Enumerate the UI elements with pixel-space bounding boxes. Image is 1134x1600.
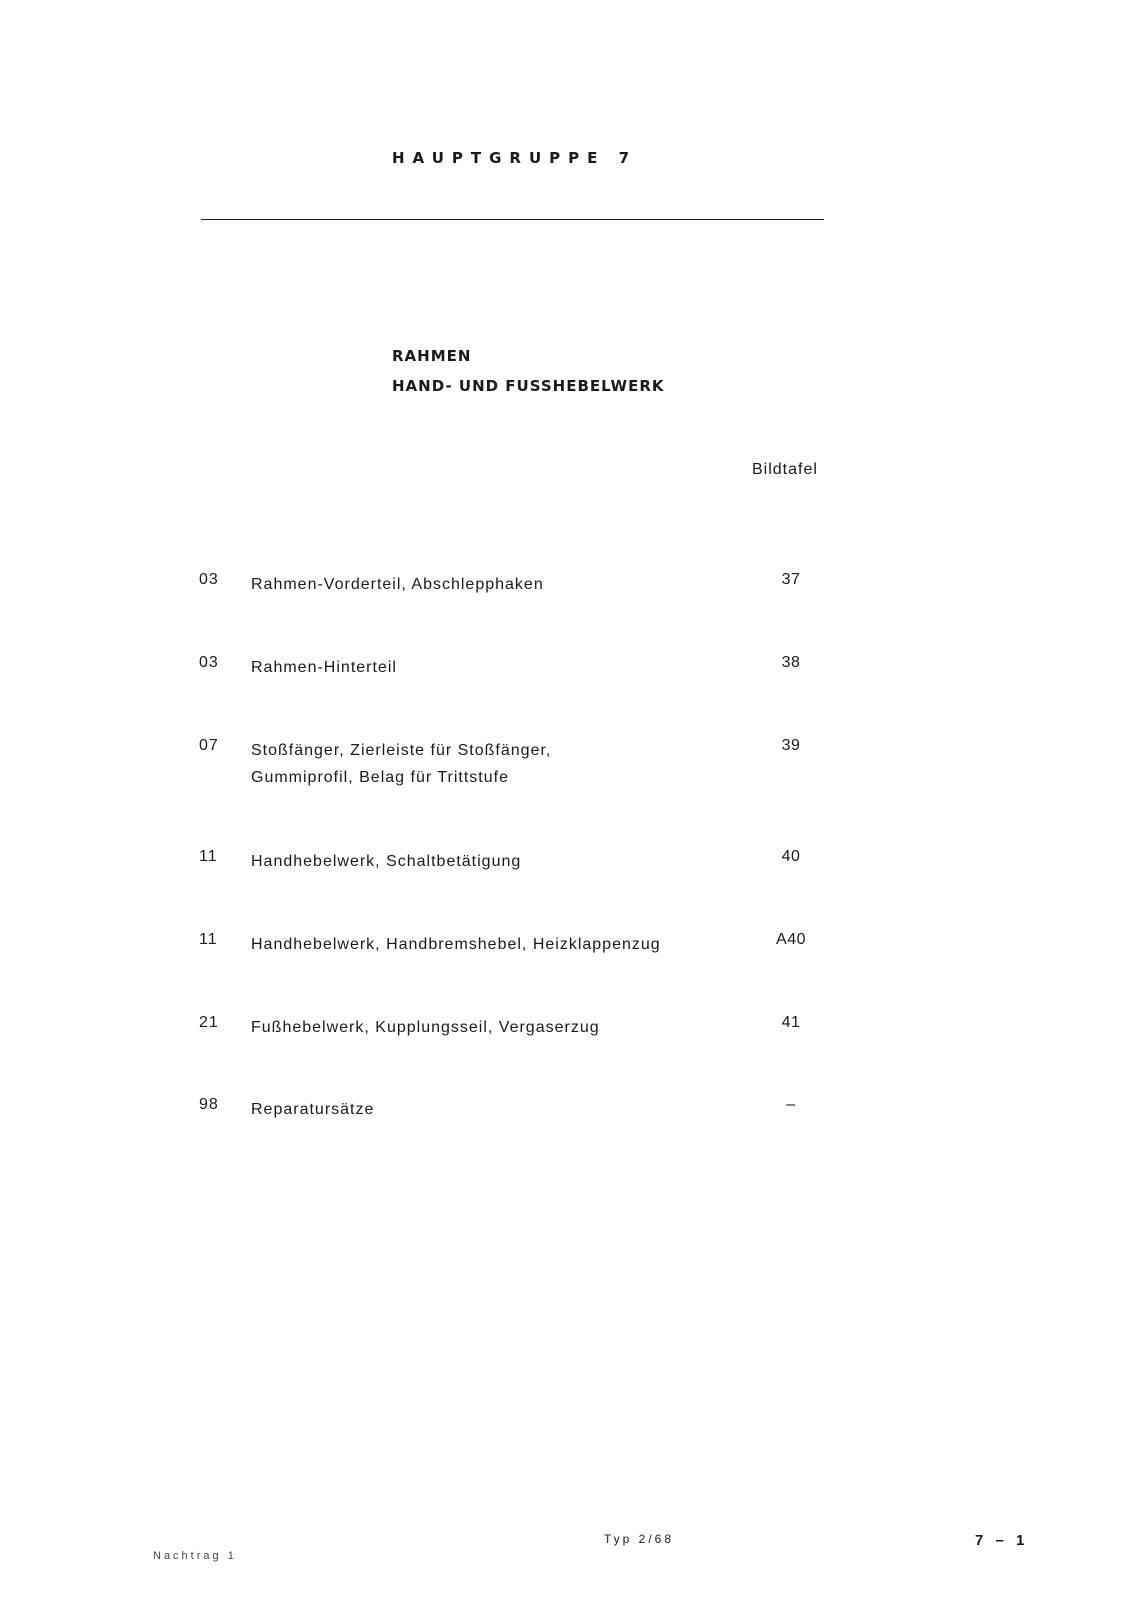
- entry-number: 21: [199, 1014, 219, 1031]
- section-title-line1: RAHMEN: [392, 347, 472, 365]
- footer-page-number: 7 – 1: [975, 1532, 1029, 1549]
- group-title: HAUPTGRUPPE 7: [392, 149, 638, 167]
- list-item: [0, 571, 1134, 631]
- entry-plate: A40: [776, 931, 806, 948]
- entry-number: 98: [199, 1096, 219, 1113]
- entry-description: Fußhebelwerk, Kupplungsseil, Vergaserzug: [251, 1019, 600, 1036]
- entry-description: Stoßfänger, Zierleiste für Stoßfänger, Gummiprofil, Belag für Trittstufe: [251, 742, 552, 786]
- list-item: [0, 1096, 1134, 1156]
- entry-number: 11: [199, 848, 218, 865]
- entry-description: Handhebelwerk, Schaltbetätigung: [251, 853, 522, 870]
- list-item: [0, 848, 1134, 908]
- entry-plate: 37: [781, 571, 801, 588]
- section-title-line2: HAND- UND FUSSHEBELWERK: [392, 377, 665, 395]
- entry-plate: –: [786, 1096, 796, 1113]
- entry-plate: 40: [781, 848, 801, 865]
- column-header-plate: Bildtafel: [752, 461, 818, 478]
- entry-number: 03: [199, 571, 219, 588]
- entry-plate: 39: [781, 737, 801, 754]
- list-item: [0, 737, 1134, 797]
- entry-number: 11: [199, 931, 218, 948]
- entry-description: Handhebelwerk, Handbremshebel, Heizklappenzug: [251, 936, 661, 953]
- list-item: [0, 654, 1134, 714]
- entry-description: Reparatursätze: [251, 1101, 375, 1118]
- entry-description: Rahmen-Vorderteil, Abschlepphaken: [251, 576, 544, 593]
- entry-description: Rahmen-Hinterteil: [251, 659, 397, 676]
- entry-number: 03: [199, 654, 219, 671]
- entry-number: 07: [199, 737, 219, 754]
- title-divider: [201, 219, 824, 220]
- list-item: [0, 1014, 1134, 1074]
- entry-plate: 38: [781, 654, 801, 671]
- list-item: [0, 931, 1134, 991]
- entry-plate: 41: [781, 1014, 801, 1031]
- footer-type-label: Typ 2/68: [604, 1532, 675, 1546]
- footer-supplement: Nachtrag 1: [153, 1550, 237, 1562]
